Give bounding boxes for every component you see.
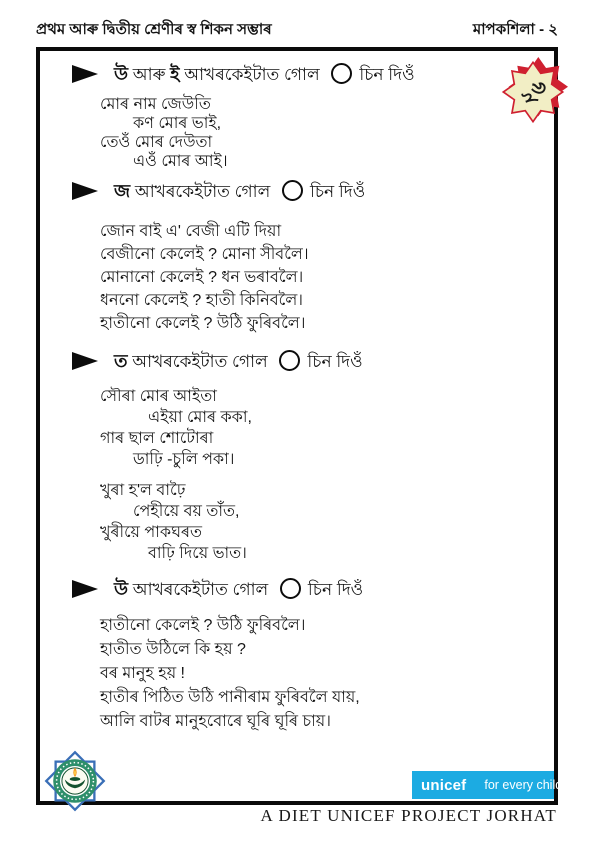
instruction-text: আৰু <box>128 65 171 84</box>
section-instruction <box>40 349 554 374</box>
poem-stanza <box>100 480 554 564</box>
instruction-text: আখৰকেইটাত গোল <box>130 182 275 201</box>
right-triangle-bullet-icon <box>72 65 98 83</box>
footer-imprint: A DIET UNICEF PROJECT JORHAT <box>260 806 557 825</box>
poem-line: এওঁ মোৰ আই। <box>133 153 228 170</box>
poem-line: খুৰীয়ে পাকঘৰত <box>100 524 202 541</box>
unicef-tagline: for every child <box>484 778 563 792</box>
target-letter: জ <box>114 181 131 201</box>
diet-logo <box>44 750 106 812</box>
exercise-section-2 <box>40 179 554 335</box>
page-header <box>36 18 558 43</box>
right-triangle-bullet-icon <box>72 182 98 200</box>
target-letter: ত <box>114 351 128 371</box>
poem-line: খুৰা হ'ল বাঢ়ৈ <box>100 482 186 499</box>
target-letter: উ <box>114 64 129 84</box>
exercise-section-4 <box>40 577 554 734</box>
poem-stanza <box>100 220 554 335</box>
poem-line: আলি বাটৰ মানুহবোৰে ঘূৰি ঘূৰি চায়। <box>100 713 331 730</box>
circle-mark-icon <box>282 180 303 201</box>
page-header-title: প্ৰথম আৰু দ্বিতীয় শ্ৰেণীৰ স্ব শিকন সম্ভাৰ <box>36 21 272 38</box>
circle-mark-icon <box>331 63 352 84</box>
content-frame <box>36 47 558 805</box>
section-instruction <box>40 179 554 204</box>
exercise-section-3 <box>40 349 554 564</box>
poem-line: ধননো কেলেই ? হাতী কিনিবলৈ। <box>100 292 303 309</box>
poem-line: হাতীনো কেলেই ? উঠি ফুৰিবলৈ। <box>100 315 306 332</box>
exercise-section-1 <box>40 62 554 171</box>
circle-mark-icon <box>280 578 301 599</box>
section-instruction <box>40 577 554 602</box>
poem-line: বেজীনো কেলেই ? মোনা সীবলৈ। <box>100 246 309 263</box>
poem-line: হাতীৰ পিঠিত উঠি পানীৰাম ফুৰিবলৈ যায়, <box>100 689 360 706</box>
badge-number: ২৬ <box>515 74 552 111</box>
instruction-text: চিন দিওঁ <box>307 580 364 599</box>
poem-line: কণ মোৰ ভাই, <box>133 115 222 132</box>
poem-stanza <box>100 614 554 734</box>
poem-line: হাতীনো কেলেই ? উঠি ফুৰিবলৈ। <box>100 617 306 634</box>
poem-line: হাতীত উঠিলে কি হয় ? <box>100 641 246 658</box>
poem-line: পেহীয়ে বয় তাঁত, <box>133 503 240 520</box>
unicef-logo <box>412 771 563 799</box>
poem-stanza <box>100 95 554 171</box>
right-triangle-bullet-icon <box>72 352 98 370</box>
right-triangle-bullet-icon <box>72 580 98 598</box>
instruction-text: আখৰকেইটাত গোল <box>127 352 273 371</box>
poem-line: বৰ মানুহ হয় ! <box>100 665 186 682</box>
unicef-wordmark: unicef <box>421 776 467 794</box>
poem-line: গাৰ ছাল শোটোৰা <box>100 430 214 447</box>
poem-line: বাঢ়ি দিয়ে ভাত। <box>148 545 247 562</box>
instruction-text: আখৰকেইটাত গোল <box>179 65 325 84</box>
poem-line: মোৰ নাম জেউতি <box>100 96 211 113</box>
instruction-text: চিন দিওঁ <box>307 352 363 371</box>
poem-stanza <box>100 386 554 470</box>
instruction-text: চিন দিওঁ <box>310 182 366 201</box>
instruction-text: আখৰকেইটাত গোল <box>128 580 273 599</box>
poem-line: তেওঁ মোৰ দেউতা <box>100 134 213 151</box>
instruction-text: চিন দিওঁ <box>359 65 415 84</box>
poem-line: সৌৰা মোৰ আইতা <box>100 388 217 405</box>
poem-line: ডাঢ়ি -চুলি পকা। <box>133 451 235 468</box>
poem-line: এইয়া মোৰ ককা, <box>148 409 252 426</box>
page-header-scale: মাপকশিলা - ২ <box>472 21 558 38</box>
poem-line: জোন বাই এ' বেজী এটি দিয়া <box>100 223 282 240</box>
target-letter: উ <box>114 579 129 599</box>
section-instruction <box>40 62 554 87</box>
circle-mark-icon <box>279 350 300 371</box>
target-letter: ই <box>170 64 180 84</box>
poem-line: মোনানো কেলেই ? ধন ভৰাবলৈ। <box>100 269 304 286</box>
